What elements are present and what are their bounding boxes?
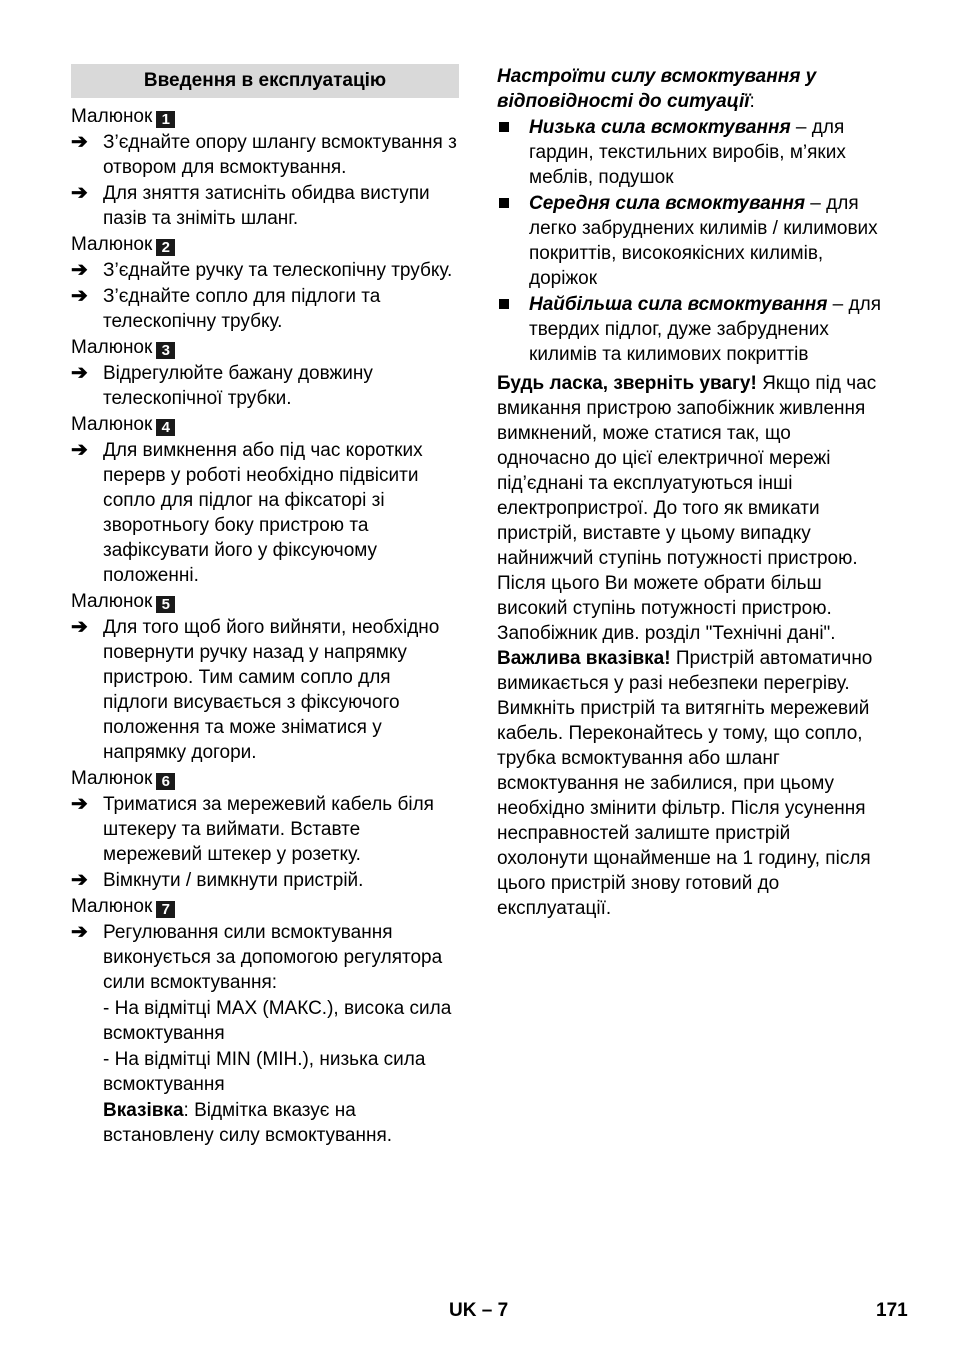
figure-label-7 xyxy=(71,894,459,919)
important-text: Пристрій автоматично вимикається у разі небезпеки перегріву. Вимкніть пристрій та витягніть мережевий кабель. Переконайтесь у тому, що сопло, трубка всмоктування або шланг всмоктування не забилися, при цьому необхідно змінити фільтр. Після усунення несправностей залиште пристрій охолонути щонайменше на 1 годину, після цього пристрій знову готовий до експлуатації. xyxy=(497,648,873,919)
note-text: : Відмітка вказує на встановлену силу всмоктування. xyxy=(103,1100,393,1146)
figure-label-3 xyxy=(71,335,459,360)
attention-paragraph xyxy=(497,371,883,646)
step-item xyxy=(71,284,459,334)
step-text: Вімкнути / вимкнути пристрій. xyxy=(103,870,364,891)
arrow-right-icon: ➔ xyxy=(71,793,88,815)
figure-label-text: Малюнок xyxy=(71,106,153,127)
step-text: Для того щоб його вийняти, необхідно повернути ручку назад у напрямку пристрою. Тим самим сопло для підлоги висувається з фіксуючого положення та може зніматися у напрямку догори. xyxy=(103,617,440,763)
arrow-right-icon: ➔ xyxy=(71,131,88,153)
step-item xyxy=(71,438,459,588)
square-bullet-icon xyxy=(499,198,509,208)
figure-label-text: Малюнок xyxy=(71,896,153,917)
figure-label-2 xyxy=(71,232,459,257)
step-item xyxy=(71,181,459,231)
left-column xyxy=(71,64,459,1149)
subheading xyxy=(497,64,883,114)
bullet-bold: Найбільша сила всмоктування xyxy=(529,294,828,315)
section-title: Введення в експлуатацію xyxy=(71,64,459,98)
figure-label-text: Малюнок xyxy=(71,414,153,435)
sub-item: - На відмітці MIN (МІН.), низька сила всмоктування xyxy=(103,1049,426,1095)
arrow-right-icon: ➔ xyxy=(71,285,88,307)
arrow-right-icon: ➔ xyxy=(71,182,88,204)
step-item xyxy=(71,868,459,893)
step-item xyxy=(71,361,459,411)
bullet-item xyxy=(497,115,883,190)
figure-label-5 xyxy=(71,589,459,614)
figure-label-text: Малюнок xyxy=(71,337,153,358)
bullet-bold: Низька сила всмоктування xyxy=(529,117,791,138)
figure-number-badge: 2 xyxy=(156,239,175,256)
square-bullet-icon xyxy=(499,122,509,132)
figure-number-badge: 6 xyxy=(156,773,175,790)
step-text: Для вимкнення або під час коротких перерв у роботі необхідно підвісити сопло для підлог на фіксаторі зі зворотньогу боку пристрою та зафіксувати його у фіксуючому положенні. xyxy=(103,440,423,586)
square-bullet-icon xyxy=(499,299,509,309)
arrow-right-icon: ➔ xyxy=(71,259,88,281)
step-text: З’єднайте опору шлангу всмоктування з отвором для всмоктування. xyxy=(103,132,457,178)
right-column xyxy=(497,64,883,921)
step-text: Відрегулюйте бажану довжину телескопічної трубки. xyxy=(103,363,373,409)
page-number: 171 xyxy=(876,1300,908,1321)
bullet-text: – для твердих підлог, дуже забруднених килимів та килимових покриттів xyxy=(529,294,881,365)
step-text: Триматися за мережевий кабель біля штекеру та виймати. Вставте мережевий штекер у розетку. xyxy=(103,794,434,865)
step-item xyxy=(71,920,459,995)
step-text: З’єднайте ручку та телескопічну трубку. xyxy=(103,260,453,281)
figure-number-badge: 3 xyxy=(156,342,175,359)
step-item xyxy=(71,258,459,283)
figure-label-text: Малюнок xyxy=(71,234,153,255)
figure-label-6 xyxy=(71,766,459,791)
bullet-item xyxy=(497,292,883,367)
figure-number-badge: 1 xyxy=(156,111,175,128)
figure-number-badge: 5 xyxy=(156,596,175,613)
step-text: Для зняття затисніть обидва виступи пазів та зніміть шланг. xyxy=(103,183,430,229)
subheading-colon: : xyxy=(749,91,755,112)
important-label: Важлива вказівка! xyxy=(497,648,671,669)
arrow-right-icon: ➔ xyxy=(71,439,88,461)
subheading-text: Настроїти силу всмоктування у відповідності до ситуації xyxy=(497,66,817,112)
bullet-bold: Середня сила всмоктування xyxy=(529,193,806,214)
step-item xyxy=(71,792,459,867)
arrow-right-icon: ➔ xyxy=(71,869,88,891)
figure-number-badge: 7 xyxy=(156,901,175,918)
step-item xyxy=(71,615,459,765)
bullet-text: – для гардин, текстильних виробів, м’яких меблів, подушок xyxy=(529,117,846,188)
important-paragraph xyxy=(497,646,883,921)
step-text: З’єднайте сопло для підлоги та телескопічну трубку. xyxy=(103,286,381,332)
attention-text: Якщо під час вмикання пристрою запобіжник живлення вимкнений, може статися так, що одночасно до цієї електричної мережі під’єднані та експлуатуються інші електропристрої. До того як вмикати пристрій, виставте у цьому випадку найнижчий ступінь потужності пристрою. Після цього Ви можете обрати більш високий ступінь потужності пристрою. Запобіжник див. розділ "Технічні дані". xyxy=(497,373,877,644)
step-text: Регулювання сили всмоктування виконується за допомогою регулятора сили всмоктування: xyxy=(103,922,443,993)
note xyxy=(71,1098,459,1148)
sub-item: - На відмітці MAX (МАКС.), висока сила всмоктування xyxy=(103,998,452,1044)
figure-number-badge: 4 xyxy=(156,419,175,436)
arrow-right-icon: ➔ xyxy=(71,362,88,384)
figure-label-text: Малюнок xyxy=(71,768,153,789)
attention-label: Будь ласка, зверніть увагу! xyxy=(497,373,757,394)
figure-label-1 xyxy=(71,104,459,129)
bullet-text: – для легко забруднених килимів / килимових покриттів, високоякісних килимів, доріжок xyxy=(529,193,878,289)
arrow-right-icon: ➔ xyxy=(71,921,88,943)
figure-label-4 xyxy=(71,412,459,437)
step-item xyxy=(71,130,459,180)
bullet-item xyxy=(497,191,883,291)
note-label: Вказівка xyxy=(103,1100,184,1121)
footer-section-label: UK – 7 xyxy=(449,1300,509,1321)
arrow-right-icon: ➔ xyxy=(71,616,88,638)
figure-label-text: Малюнок xyxy=(71,591,153,612)
